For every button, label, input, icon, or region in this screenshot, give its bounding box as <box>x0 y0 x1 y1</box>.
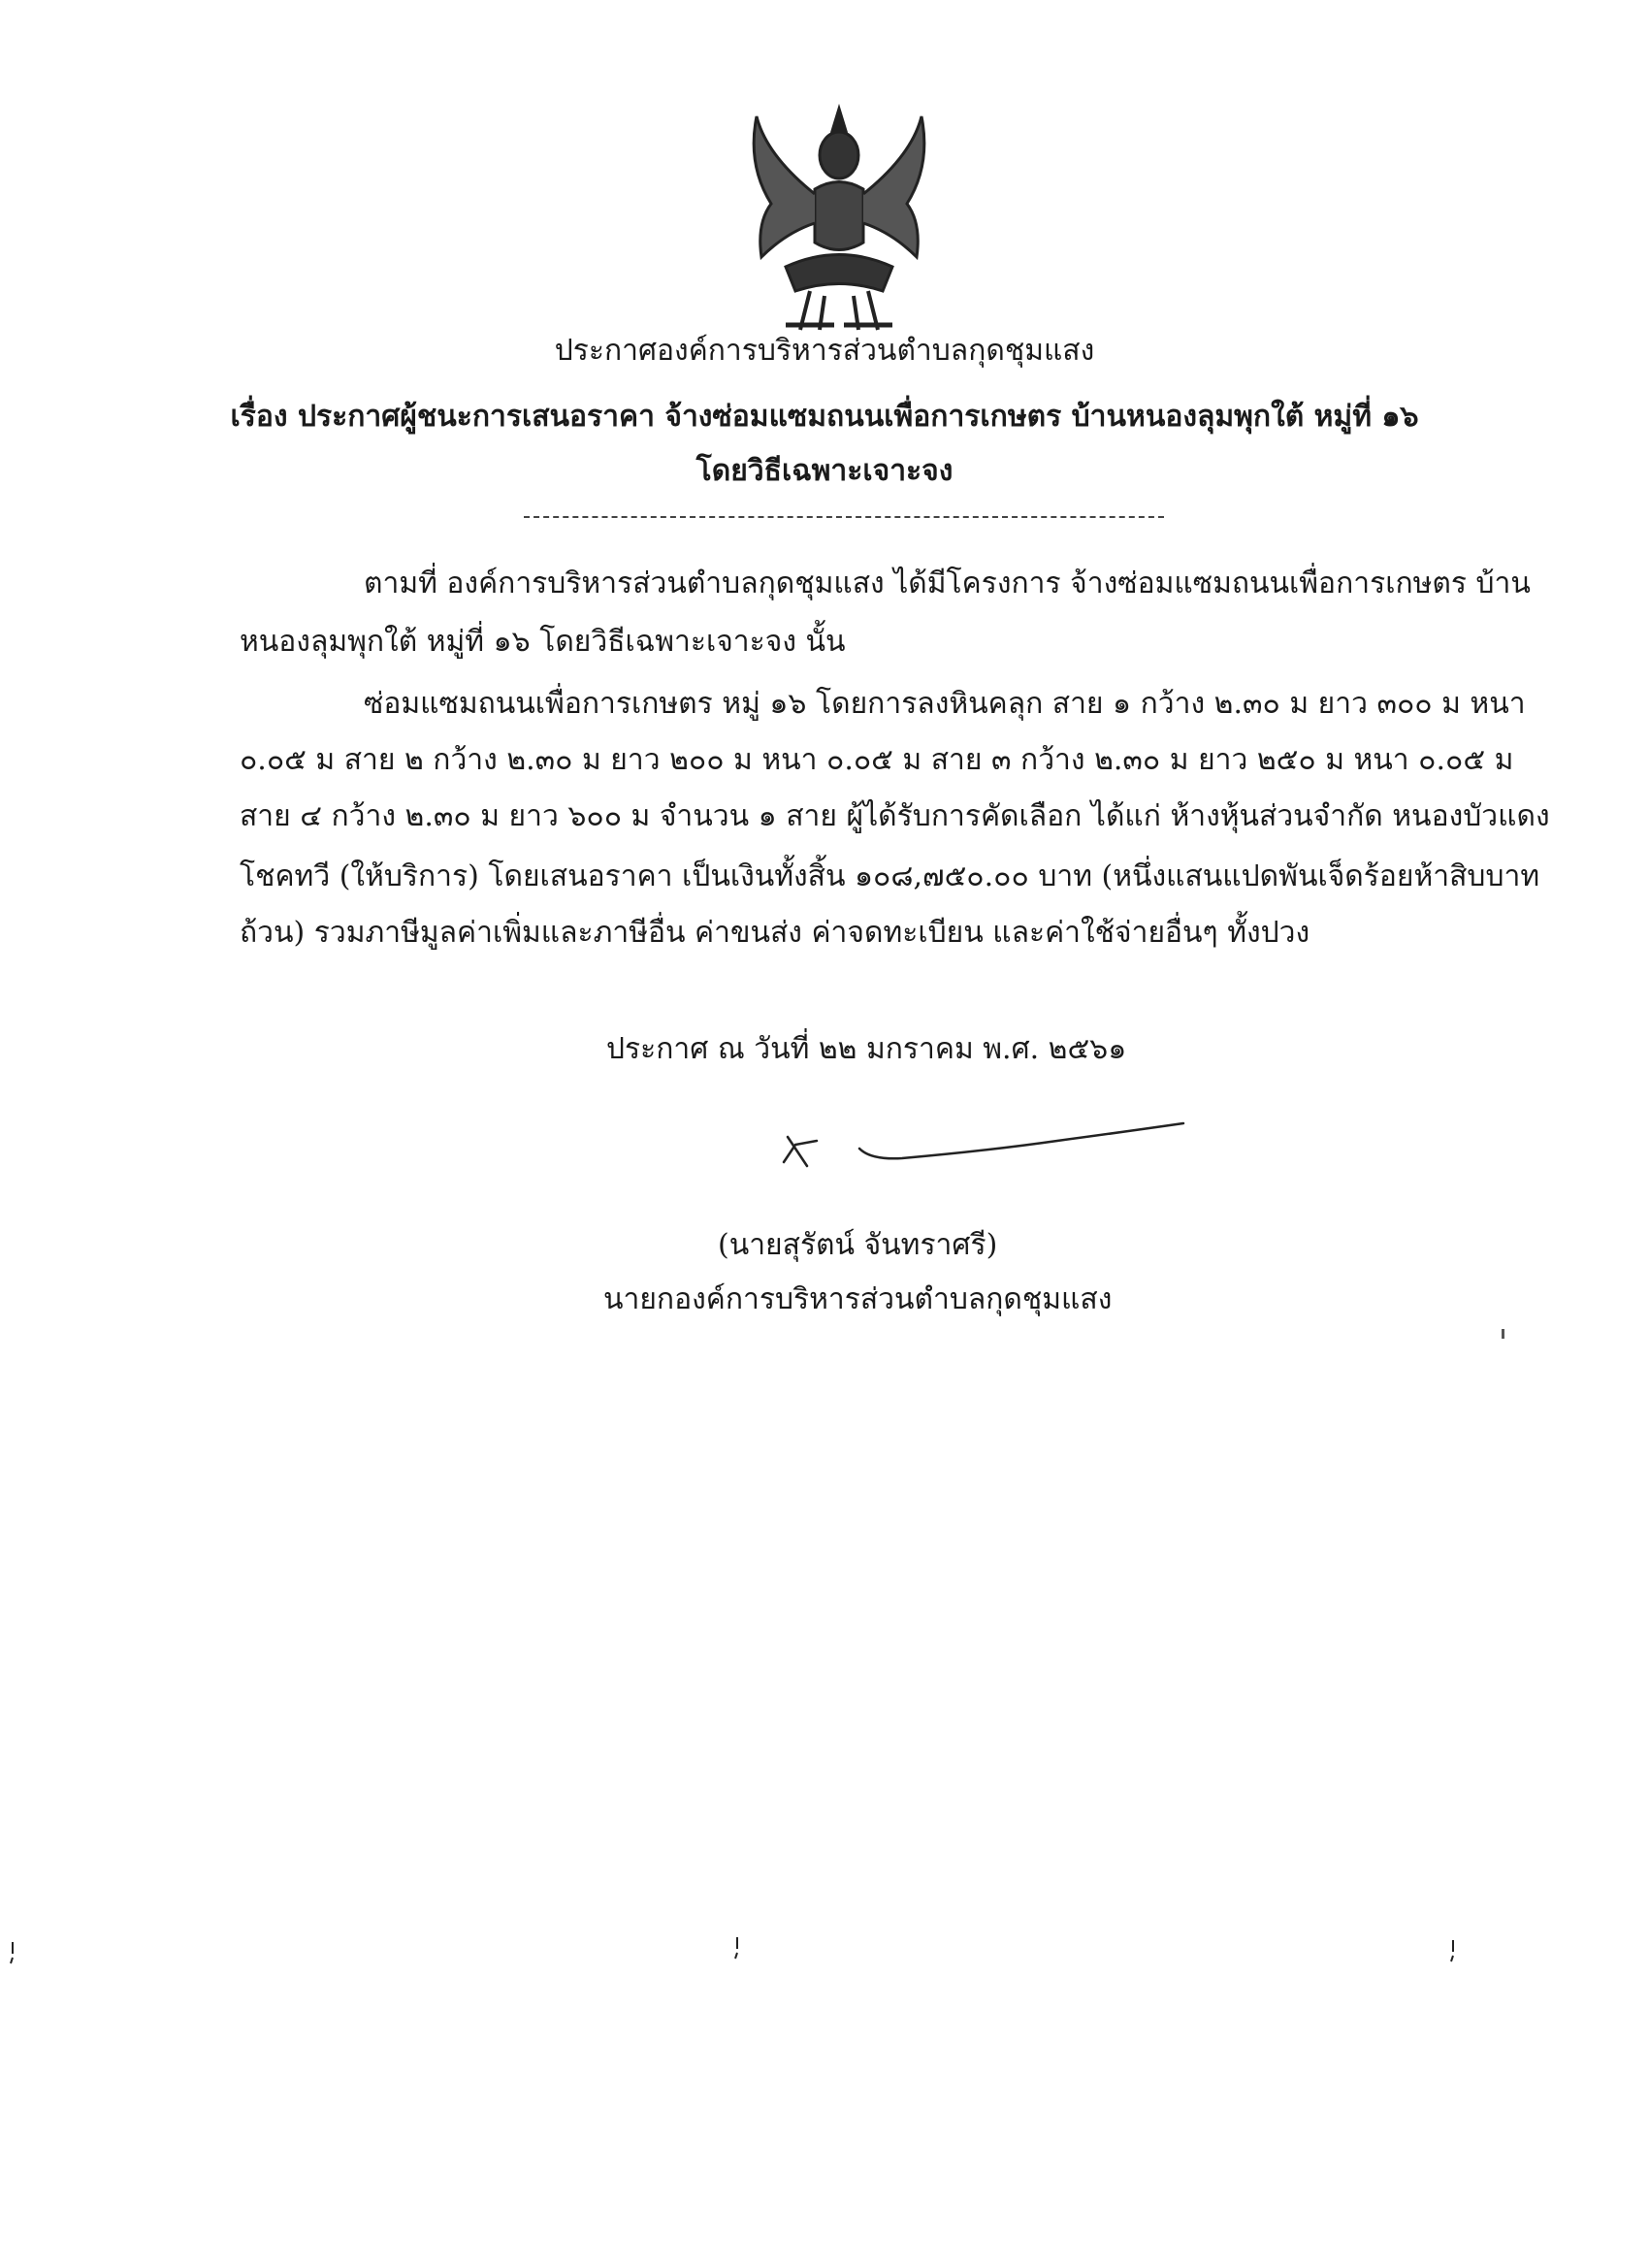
header-subject: เรื่อง ประกาศผู้ชนะการเสนอราคา จ้างซ่อมแซมถนนเพื่อการเกษตร บ้านหนองลุมพุกใต้ หมู่ที่ ๑๖ <box>230 400 1419 434</box>
body-paragraph-2-line-1: ซ่อมแซมถนนเพื่อการเกษตร หมู่ ๑๖ โดยการลงหินคลุก สาย ๑ กว้าง ๒.๓๐ ม ยาว ๓๐๐ ม หนา <box>364 687 1526 721</box>
announcement-date: ประกาศ ณ วันที่ ๒๒ มกราคม พ.ศ. ๒๕๖๑ <box>606 1032 1127 1066</box>
body-paragraph-2-line-3: สาย ๔ กว้าง ๒.๓๐ ม ยาว ๖๐๐ ม จำนวน ๑ สาย ผู้ได้รับการคัดเลือก ได้แก่ ห้างหุ้นส่วนจำกัด หนองบัวแดง <box>240 799 1550 833</box>
signer-name: (นายสุรัตน์ จันทราศรี) <box>718 1228 998 1262</box>
signer-position: นายกองค์การบริหารส่วนตำบลกุดชุมแสง <box>603 1282 1113 1316</box>
binding-mark <box>1450 1938 1456 1963</box>
body-paragraph-2-line-5: ถ้วน) รวมภาษีมูลค่าเพิ่มและภาษีอื่น ค่าขนส่ง ค่าจดทะเบียน และค่าใช้จ่ายอื่นๆ ทั้งปวง <box>240 916 1310 950</box>
body-paragraph-1-line-2: หนองลุมพุกใต้ หมู่ที่ ๑๖ โดยวิธีเฉพาะเจาะจง นั้น <box>240 625 846 659</box>
garuda-emblem-icon <box>728 97 951 335</box>
separator-line <box>524 516 1164 518</box>
scan-speck <box>1502 1329 1504 1339</box>
header-method: โดยวิธีเฉพาะเจาะจง <box>695 454 954 488</box>
body-paragraph-2-line-2: ๐.๐๕ ม สาย ๒ กว้าง ๒.๓๐ ม ยาว ๒๐๐ ม หนา ๐.๐๕ ม สาย ๓ กว้าง ๒.๓๐ ม ยาว ๒๕๐ ม หนา ๐.๐๕ ม <box>240 743 1514 777</box>
binding-mark <box>734 1935 740 1960</box>
body-paragraph-1-line-1: ตามที่ องค์การบริหารส่วนตำบลกุดชุมแสง ได้มีโครงการ จ้างซ่อมแซมถนนเพื่อการเกษตร บ้าน <box>364 567 1531 600</box>
binding-mark <box>10 1940 16 1965</box>
header-title: ประกาศองค์การบริหารส่วนตำบลกุดชุมแสง <box>554 334 1095 368</box>
handwritten-signature <box>766 1106 1203 1193</box>
body-paragraph-2-line-4: โชคทวี (ให้บริการ) โดยเสนอราคา เป็นเงินทั้งสิ้น ๑๐๘,๗๕๐.๐๐ บาท (หนึ่งแสนแปดพันเจ็ดร้อยห้าสิบบาท <box>240 859 1540 893</box>
